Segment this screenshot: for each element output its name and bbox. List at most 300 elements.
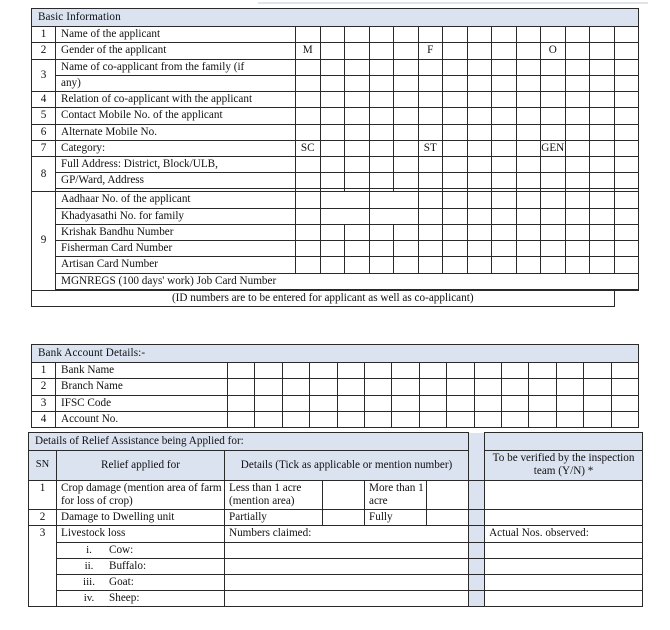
id-entry-box[interactable]: [345, 224, 370, 240]
option-f[interactable]: F: [418, 43, 443, 59]
address-entry-box[interactable]: [590, 173, 615, 189]
id-entry-box[interactable]: [320, 257, 345, 273]
entry-box[interactable]: [590, 59, 615, 75]
address-entry-box[interactable]: [345, 156, 370, 172]
bank-entry-box[interactable]: [364, 363, 391, 379]
id-entry-box[interactable]: [614, 241, 639, 257]
option-sc[interactable]: SC: [296, 140, 321, 156]
bank-entry-box[interactable]: [364, 379, 391, 395]
relief-label: Damage to Dwelling unit: [57, 510, 225, 526]
entry-box[interactable]: [516, 43, 541, 59]
entry-box[interactable]: [614, 43, 639, 59]
entry-box[interactable]: [565, 27, 590, 43]
entry-box[interactable]: [296, 124, 321, 140]
entry-box[interactable]: [492, 59, 517, 75]
entry-box[interactable]: [296, 92, 321, 108]
livestock-row: [29, 558, 643, 574]
id-entry-box[interactable]: [590, 192, 615, 208]
address-entry-box[interactable]: [345, 173, 370, 189]
row-label-continued: any): [56, 75, 296, 91]
id-entry-box[interactable]: [443, 257, 468, 273]
bank-entry-box[interactable]: [474, 411, 501, 427]
id-entry-box[interactable]: [320, 208, 369, 224]
entry-box[interactable]: [296, 59, 321, 75]
address-entry-box[interactable]: [394, 156, 419, 172]
id-entry-box[interactable]: [541, 257, 566, 273]
bank-entry-box[interactable]: [501, 411, 528, 427]
entry-box[interactable]: [541, 59, 566, 75]
id-entry-box[interactable]: [467, 208, 492, 224]
entry-box[interactable]: [418, 59, 443, 75]
id-entry-box[interactable]: [541, 208, 566, 224]
entry-box[interactable]: [345, 59, 370, 75]
bank-entry-box[interactable]: [310, 379, 337, 395]
bank-entry-box[interactable]: [501, 363, 528, 379]
entry-box[interactable]: [345, 92, 370, 108]
id-entry-box[interactable]: [443, 224, 468, 240]
id-entry-box[interactable]: [345, 241, 370, 257]
address-entry-box[interactable]: [590, 156, 615, 172]
id-entry-box[interactable]: [492, 257, 517, 273]
entry-box[interactable]: [492, 75, 517, 91]
bank-entry-box[interactable]: [364, 395, 391, 411]
entry-box[interactable]: [394, 59, 419, 75]
id-entry-box[interactable]: [320, 192, 369, 208]
entry-box[interactable]: [516, 27, 541, 43]
address-entry-box[interactable]: [394, 173, 419, 189]
livestock-number-input[interactable]: [225, 558, 469, 574]
entry-box[interactable]: [320, 43, 345, 59]
id-entry-box[interactable]: [492, 241, 517, 257]
bank-entry-box[interactable]: [419, 379, 446, 395]
id-entry-box[interactable]: [443, 208, 468, 224]
entry-box[interactable]: [443, 43, 468, 59]
id-entry-box[interactable]: [418, 208, 443, 224]
entry-box[interactable]: [369, 27, 394, 43]
address-entry-box[interactable]: [418, 156, 443, 172]
entry-box[interactable]: [467, 108, 492, 124]
id-entry-box[interactable]: [614, 192, 639, 208]
entry-box[interactable]: [467, 43, 492, 59]
address-entry-box[interactable]: [320, 156, 345, 172]
bank-entry-box[interactable]: [392, 379, 419, 395]
option-o[interactable]: O: [541, 43, 566, 59]
id-entry-box[interactable]: [296, 241, 321, 257]
bank-entry-box[interactable]: [447, 411, 474, 427]
id-entry-box[interactable]: [565, 241, 590, 257]
entry-box[interactable]: [320, 108, 345, 124]
id-entry-box[interactable]: [516, 208, 541, 224]
entry-box[interactable]: [369, 124, 394, 140]
entry-box[interactable]: [394, 124, 419, 140]
address-entry-box[interactable]: [492, 173, 517, 189]
bank-entry-box[interactable]: [611, 411, 639, 427]
entry-box[interactable]: [443, 27, 468, 43]
id-entry-box[interactable]: [296, 224, 321, 240]
option-m[interactable]: M: [296, 43, 321, 59]
entry-box[interactable]: [516, 140, 541, 156]
bank-entry-box[interactable]: [529, 363, 556, 379]
entry-box[interactable]: [614, 27, 639, 43]
entry-box[interactable]: [492, 140, 517, 156]
entry-box[interactable]: [345, 140, 370, 156]
entry-box[interactable]: [590, 27, 615, 43]
address-entry-box[interactable]: [516, 173, 541, 189]
id-entry-box[interactable]: [467, 192, 492, 208]
entry-box[interactable]: [492, 43, 517, 59]
entry-box[interactable]: [320, 75, 345, 91]
entry-box[interactable]: [541, 124, 566, 140]
entry-box[interactable]: [394, 27, 419, 43]
id-entry-box[interactable]: [394, 224, 419, 240]
bank-entry-box[interactable]: [310, 395, 337, 411]
id-entry-box[interactable]: [565, 192, 590, 208]
entry-box[interactable]: [492, 27, 517, 43]
entry-box[interactable]: [614, 124, 639, 140]
id-entry-box[interactable]: [492, 208, 517, 224]
row-number: 3: [32, 395, 56, 411]
entry-box[interactable]: [369, 43, 394, 59]
entry-box[interactable]: [467, 124, 492, 140]
bank-entry-box[interactable]: [474, 379, 501, 395]
id-entry-box[interactable]: [565, 257, 590, 273]
entry-box[interactable]: [443, 108, 468, 124]
livestock-observed-input[interactable]: [485, 558, 643, 574]
entry-box[interactable]: [614, 92, 639, 108]
livestock-number-input[interactable]: [225, 574, 469, 590]
address-entry-box[interactable]: [296, 173, 321, 189]
id-entry-box[interactable]: [369, 224, 394, 240]
id-entry-box[interactable]: [394, 257, 419, 273]
bank-entry-box[interactable]: [255, 395, 282, 411]
entry-box[interactable]: [516, 124, 541, 140]
bank-entry-box[interactable]: [255, 411, 282, 427]
address-entry-box[interactable]: [516, 156, 541, 172]
bank-entry-box[interactable]: [584, 395, 611, 411]
option-gen[interactable]: GEN: [541, 140, 566, 156]
id-entry-box[interactable]: [614, 224, 639, 240]
id-entry-box[interactable]: [467, 224, 492, 240]
mgnregs-entry-box[interactable]: [614, 289, 639, 290]
bank-entry-box[interactable]: [310, 411, 337, 427]
bank-entry-box[interactable]: [556, 363, 583, 379]
bank-entry-box[interactable]: [282, 363, 309, 379]
bank-entry-box[interactable]: [556, 379, 583, 395]
entry-box[interactable]: [467, 27, 492, 43]
address-row: [32, 156, 639, 172]
entry-box[interactable]: [541, 108, 566, 124]
entry-box[interactable]: [320, 92, 345, 108]
entry-box[interactable]: [345, 75, 370, 91]
id-entry-box[interactable]: [590, 257, 615, 273]
entry-box[interactable]: [541, 27, 566, 43]
row-label: Alternate Mobile No.: [56, 124, 296, 140]
entry-box[interactable]: [541, 92, 566, 108]
relief-option-b-tickbox[interactable]: [427, 480, 469, 509]
bank-entry-box[interactable]: [337, 395, 364, 411]
bank-entry-box[interactable]: [282, 411, 309, 427]
entry-box[interactable]: [516, 75, 541, 91]
livestock-name: Cow:: [109, 543, 134, 556]
address-entry-box[interactable]: [443, 156, 468, 172]
bank-entry-box[interactable]: [529, 395, 556, 411]
id-entry-box[interactable]: [516, 241, 541, 257]
address-entry-box[interactable]: [614, 156, 639, 172]
bank-entry-box[interactable]: [447, 379, 474, 395]
row-number: 2: [32, 43, 56, 59]
id-entry-box[interactable]: [345, 257, 370, 273]
entry-box[interactable]: [590, 108, 615, 124]
id-entry-box[interactable]: [516, 257, 541, 273]
entry-box[interactable]: [467, 59, 492, 75]
livestock-number-input[interactable]: [225, 591, 469, 607]
relief-option-a-tickbox[interactable]: [323, 480, 365, 509]
id-entry-box[interactable]: [467, 241, 492, 257]
relief-assistance-section: [28, 432, 642, 607]
entry-box[interactable]: [492, 92, 517, 108]
entry-box[interactable]: [443, 59, 468, 75]
entry-box[interactable]: [565, 140, 590, 156]
entry-box[interactable]: [467, 92, 492, 108]
livestock-observed-input[interactable]: [485, 574, 643, 590]
id-row: [32, 241, 639, 257]
address-entry-box[interactable]: [614, 173, 639, 189]
bank-entry-box[interactable]: [337, 363, 364, 379]
id-entry-box[interactable]: [541, 224, 566, 240]
entry-box[interactable]: [418, 92, 443, 108]
bank-entry-box[interactable]: [228, 395, 255, 411]
entry-box[interactable]: [345, 27, 370, 43]
bank-entry-box[interactable]: [556, 395, 583, 411]
id-entry-box[interactable]: [443, 192, 468, 208]
entry-box[interactable]: [590, 43, 615, 59]
id-entry-box[interactable]: [418, 192, 443, 208]
entry-box[interactable]: [418, 27, 443, 43]
id-entry-box[interactable]: [418, 224, 443, 240]
entry-box[interactable]: [394, 140, 419, 156]
page-top-rule: [258, 2, 648, 4]
entry-box[interactable]: [443, 92, 468, 108]
bank-entry-box[interactable]: [337, 411, 364, 427]
livestock-observed-input[interactable]: [485, 542, 643, 558]
bank-entry-box[interactable]: [611, 363, 639, 379]
id-entry-box[interactable]: [320, 241, 345, 257]
id-entry-box[interactable]: [590, 224, 615, 240]
entry-box[interactable]: [590, 140, 615, 156]
bank-entry-box[interactable]: [529, 379, 556, 395]
entry-box[interactable]: [614, 59, 639, 75]
address-entry-box[interactable]: [320, 173, 345, 189]
row-number: 6: [32, 124, 56, 140]
bank-entry-box[interactable]: [392, 395, 419, 411]
id-entry-box[interactable]: [492, 192, 517, 208]
bank-entry-box[interactable]: [447, 363, 474, 379]
id-entry-box[interactable]: [516, 192, 541, 208]
bank-entry-box[interactable]: [611, 395, 639, 411]
bank-entry-box[interactable]: [419, 363, 446, 379]
entry-box[interactable]: [565, 59, 590, 75]
bank-entry-box[interactable]: [228, 363, 255, 379]
relief-option-a-tickbox[interactable]: [323, 510, 365, 526]
id-entry-box[interactable]: [492, 224, 517, 240]
entry-box[interactable]: [345, 43, 370, 59]
entry-box[interactable]: [369, 59, 394, 75]
entry-box[interactable]: [296, 75, 321, 91]
entry-box[interactable]: [590, 75, 615, 91]
bank-entry-box[interactable]: [529, 411, 556, 427]
bank-entry-box[interactable]: [310, 363, 337, 379]
id-entry-box[interactable]: [516, 224, 541, 240]
bank-entry-box[interactable]: [364, 411, 391, 427]
entry-box[interactable]: [296, 27, 321, 43]
entry-box[interactable]: [394, 75, 419, 91]
entry-box[interactable]: [418, 124, 443, 140]
address-entry-box[interactable]: [443, 173, 468, 189]
id-entry-box[interactable]: [614, 257, 639, 273]
entry-box[interactable]: [516, 59, 541, 75]
entry-box[interactable]: [369, 92, 394, 108]
bank-entry-box[interactable]: [419, 411, 446, 427]
id-entry-box[interactable]: [418, 257, 443, 273]
bank-entry-box[interactable]: [556, 411, 583, 427]
id-entry-box[interactable]: [565, 208, 590, 224]
section-gap: [469, 451, 485, 480]
entry-box[interactable]: [443, 124, 468, 140]
address-entry-box[interactable]: [369, 156, 394, 172]
section-gap: [469, 526, 485, 542]
id-entry-box[interactable]: [369, 208, 418, 224]
id-entry-box[interactable]: [590, 208, 615, 224]
table-row: [32, 411, 639, 427]
id-entry-box[interactable]: [296, 192, 321, 208]
entry-box[interactable]: [394, 43, 419, 59]
entry-box[interactable]: [320, 27, 345, 43]
bank-entry-box[interactable]: [337, 379, 364, 395]
entry-box[interactable]: [320, 59, 345, 75]
entry-box[interactable]: [565, 75, 590, 91]
entry-box[interactable]: [443, 75, 468, 91]
entry-box[interactable]: [394, 92, 419, 108]
id-entry-box[interactable]: [369, 192, 418, 208]
entry-box[interactable]: [369, 75, 394, 91]
entry-box[interactable]: [516, 92, 541, 108]
address-entry-box[interactable]: [467, 156, 492, 172]
entry-box[interactable]: [418, 108, 443, 124]
entry-box[interactable]: [345, 108, 370, 124]
id-entry-box[interactable]: [418, 241, 443, 257]
entry-box[interactable]: [541, 75, 566, 91]
entry-box[interactable]: [345, 124, 370, 140]
id-entry-box[interactable]: [320, 224, 345, 240]
id-entry-box[interactable]: [296, 257, 321, 273]
address-entry-box[interactable]: [541, 156, 566, 172]
entry-box[interactable]: [369, 108, 394, 124]
id-entry-box[interactable]: [565, 224, 590, 240]
id-entry-box[interactable]: [590, 241, 615, 257]
bank-entry-box[interactable]: [584, 411, 611, 427]
entry-box[interactable]: [492, 124, 517, 140]
address-entry-box[interactable]: [492, 156, 517, 172]
bank-entry-box[interactable]: [474, 395, 501, 411]
entry-box[interactable]: [320, 124, 345, 140]
address-entry-box[interactable]: [418, 173, 443, 189]
entry-box[interactable]: [320, 140, 345, 156]
bank-entry-box[interactable]: [447, 395, 474, 411]
entry-box[interactable]: [492, 108, 517, 124]
bank-entry-box[interactable]: [228, 379, 255, 395]
entry-box[interactable]: [565, 43, 590, 59]
id-entry-box[interactable]: [296, 208, 321, 224]
relief-option-b-tickbox[interactable]: [427, 510, 469, 526]
bank-entry-box[interactable]: [474, 363, 501, 379]
bank-entry-box[interactable]: [584, 379, 611, 395]
address-entry-box[interactable]: [296, 156, 321, 172]
id-entry-box[interactable]: [467, 257, 492, 273]
bank-entry-box[interactable]: [282, 395, 309, 411]
bank-entry-box[interactable]: [611, 379, 639, 395]
entry-box[interactable]: [565, 124, 590, 140]
entry-box[interactable]: [394, 108, 419, 124]
address-entry-box[interactable]: [369, 173, 394, 189]
table-row: [32, 140, 639, 156]
bank-entry-box[interactable]: [392, 411, 419, 427]
entry-box[interactable]: [369, 140, 394, 156]
address-entry-box[interactable]: [541, 173, 566, 189]
id-entry-box[interactable]: [541, 192, 566, 208]
entry-box[interactable]: [614, 75, 639, 91]
entry-box[interactable]: [614, 108, 639, 124]
id-entry-box[interactable]: [394, 241, 419, 257]
id-entry-box[interactable]: [614, 208, 639, 224]
bank-entry-box[interactable]: [255, 363, 282, 379]
livestock-number-input[interactable]: [225, 542, 469, 558]
entry-box[interactable]: [443, 140, 468, 156]
bank-entry-box[interactable]: [419, 395, 446, 411]
id-entry-box[interactable]: [369, 241, 394, 257]
entry-box[interactable]: [565, 92, 590, 108]
address-entry-box[interactable]: [565, 156, 590, 172]
entry-box[interactable]: [614, 140, 639, 156]
id-entry-box[interactable]: [369, 257, 394, 273]
entry-box[interactable]: [590, 124, 615, 140]
bank-entry-box[interactable]: [228, 411, 255, 427]
entry-box[interactable]: [516, 108, 541, 124]
verification-box[interactable]: [485, 510, 643, 526]
row-number: 1: [32, 27, 56, 43]
bank-entry-box[interactable]: [255, 379, 282, 395]
bank-entry-box[interactable]: [584, 363, 611, 379]
verification-box[interactable]: [485, 480, 643, 509]
entry-box[interactable]: [296, 108, 321, 124]
bank-account-title: Bank Account Details:-: [32, 345, 639, 363]
table-row: [32, 75, 639, 91]
entry-box[interactable]: [590, 92, 615, 108]
bank-entry-box[interactable]: [282, 379, 309, 395]
livestock-observed-input[interactable]: [485, 591, 643, 607]
address-entry-box[interactable]: [467, 173, 492, 189]
option-st[interactable]: ST: [418, 140, 443, 156]
id-entry-box[interactable]: [443, 241, 468, 257]
address-entry-box[interactable]: [565, 173, 590, 189]
id-entry-box[interactable]: [541, 241, 566, 257]
bank-entry-box[interactable]: [392, 363, 419, 379]
entry-box[interactable]: [467, 75, 492, 91]
entry-box[interactable]: [467, 140, 492, 156]
bank-entry-box[interactable]: [501, 379, 528, 395]
entry-box[interactable]: [565, 108, 590, 124]
entry-box[interactable]: [418, 75, 443, 91]
bank-entry-box[interactable]: [501, 395, 528, 411]
